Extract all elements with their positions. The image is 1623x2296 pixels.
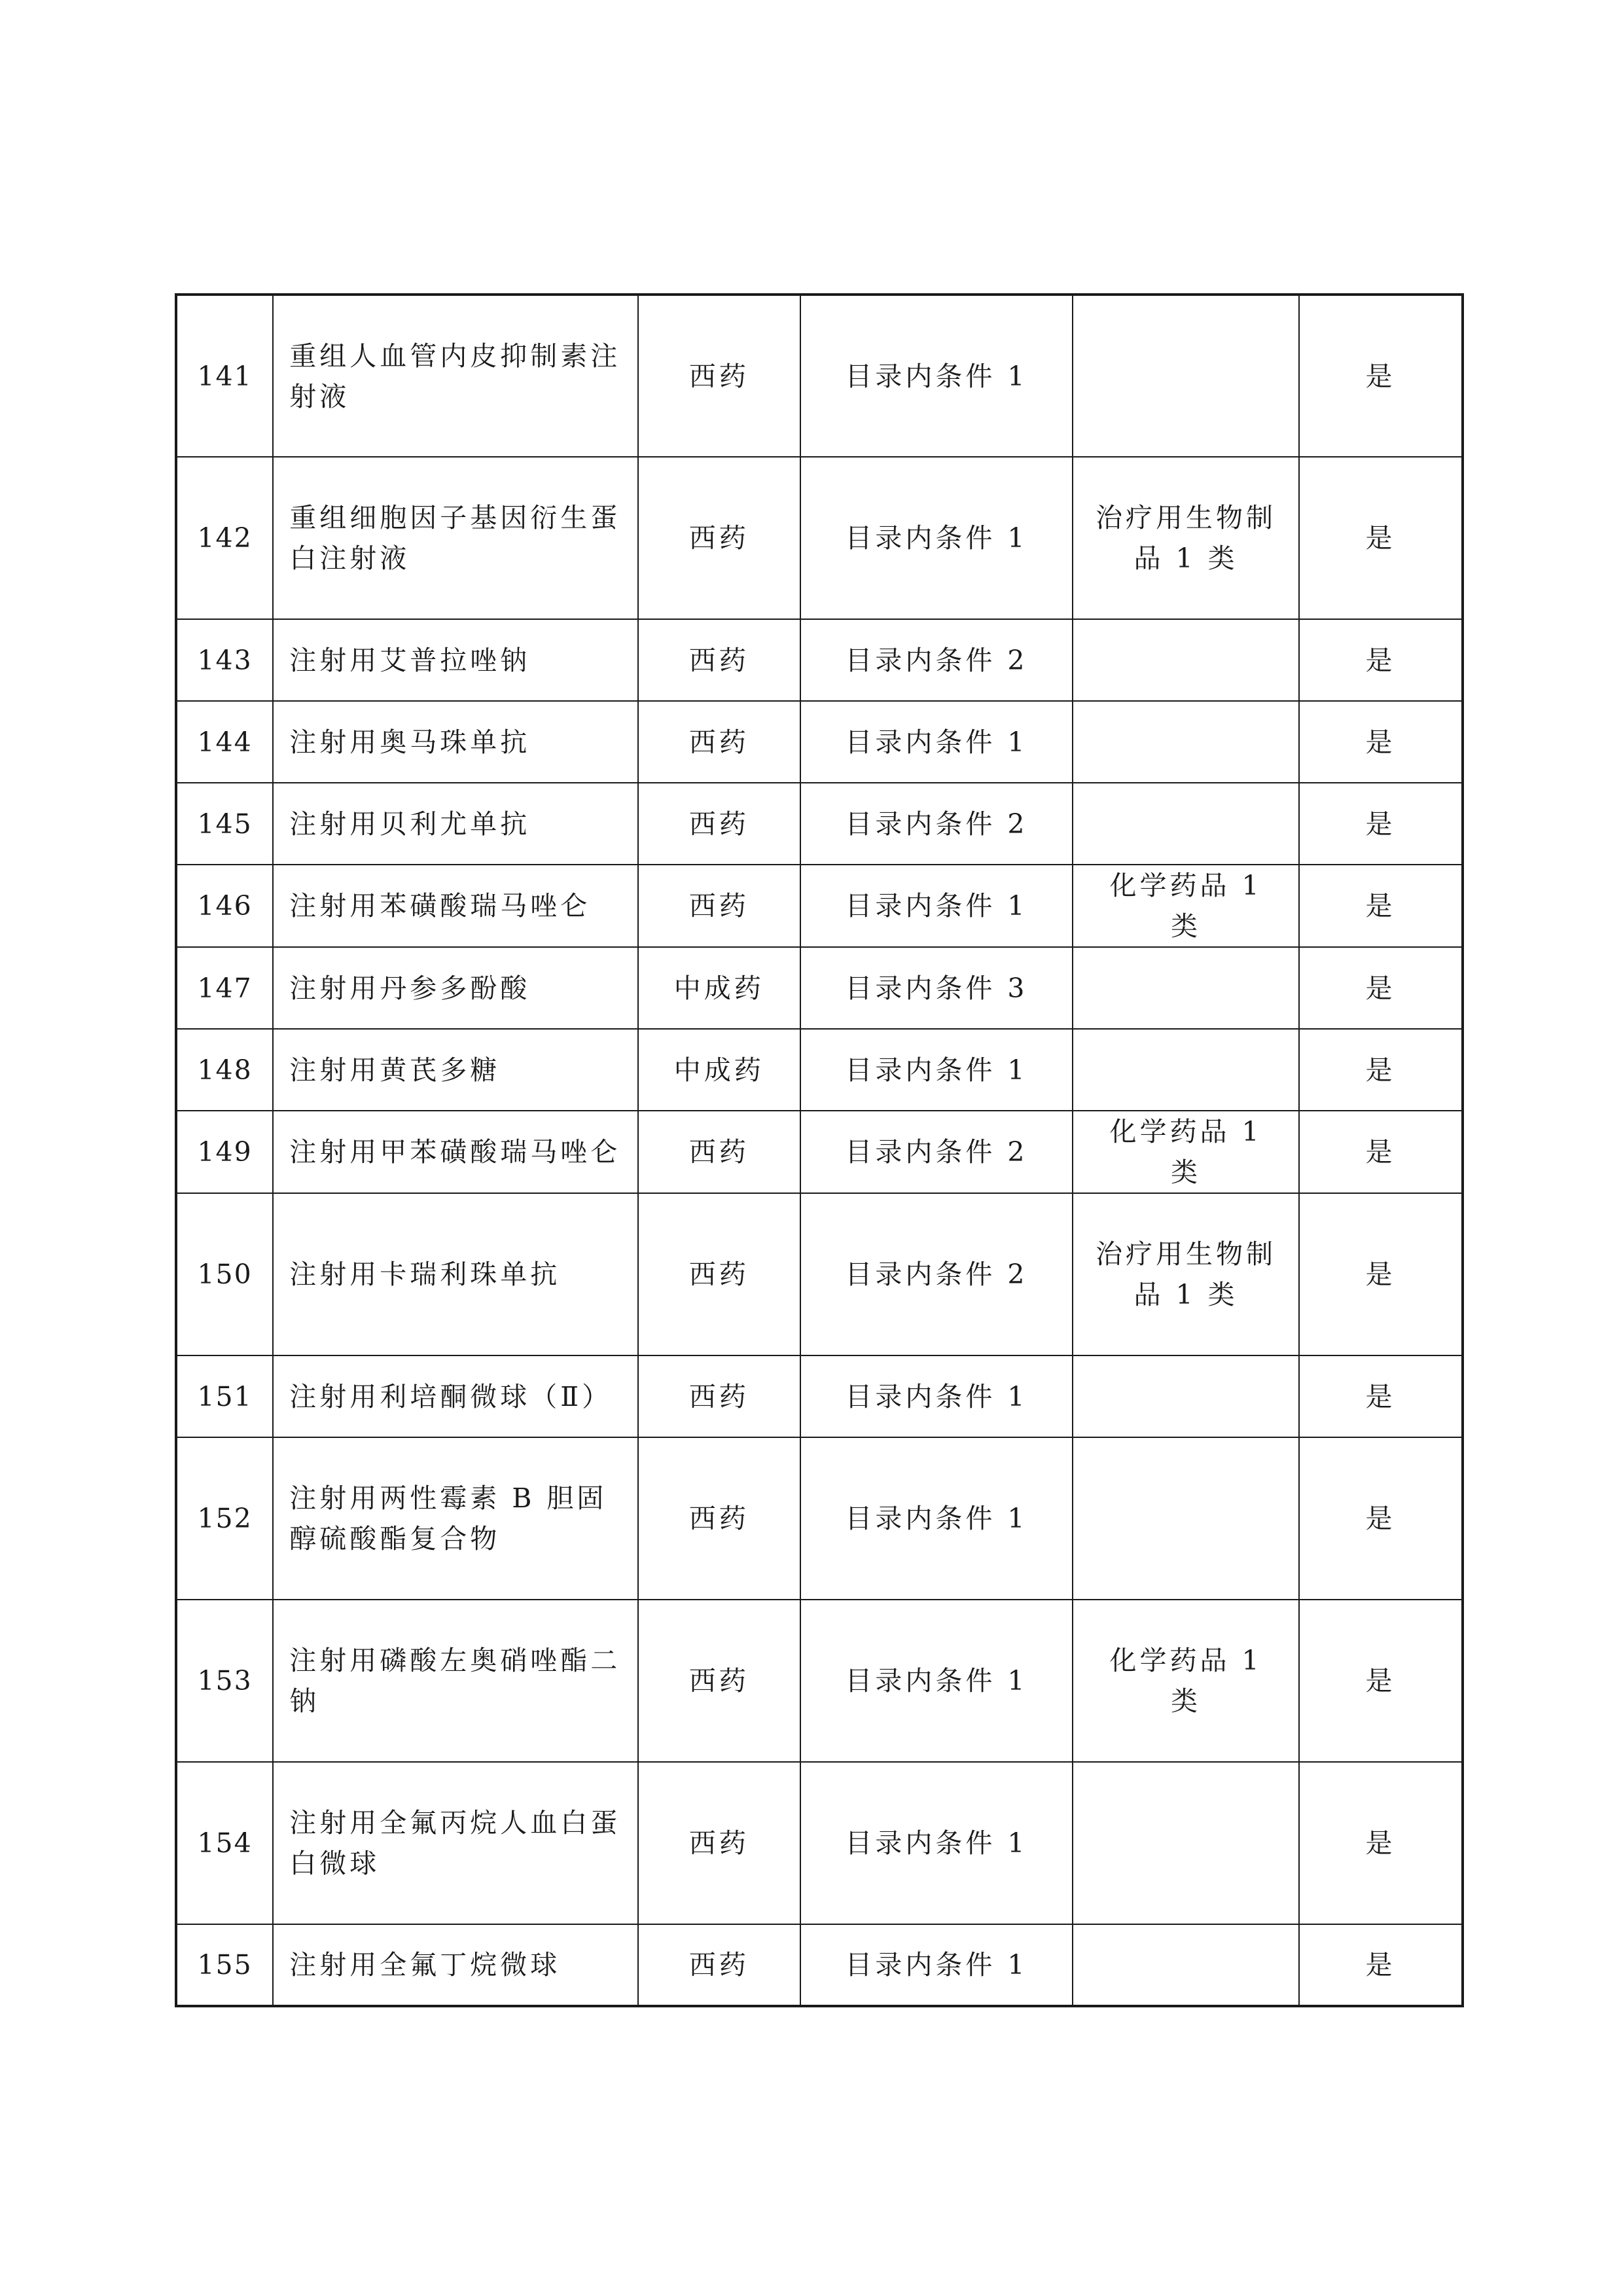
table-row	[176, 865, 1463, 947]
drug-name-cell: 重组细胞因子基因衍生蛋白注射液	[273, 457, 638, 619]
registration-class-cell: 化学药品 1 类	[1073, 1600, 1299, 1762]
row-number-cell: 146	[176, 865, 273, 947]
drug-type-cell: 西药	[638, 1111, 800, 1193]
registration-class-cell	[1073, 947, 1299, 1029]
table-row	[176, 1924, 1463, 2006]
row-number-cell: 141	[176, 295, 273, 457]
catalog-condition-cell: 目录内条件 2	[800, 1193, 1073, 1355]
row-number-cell: 145	[176, 783, 273, 865]
table-row	[176, 457, 1463, 619]
catalog-condition-cell: 目录内条件 1	[800, 701, 1073, 783]
registration-class-cell	[1073, 783, 1299, 865]
registration-class-cell	[1073, 619, 1299, 701]
registration-class-cell	[1073, 1762, 1299, 1924]
drug-type-cell: 西药	[638, 1437, 800, 1600]
catalog-condition-cell: 目录内条件 1	[800, 865, 1073, 947]
catalog-condition-cell: 目录内条件 3	[800, 947, 1073, 1029]
drug-name-cell: 注射用丹参多酚酸	[273, 947, 638, 1029]
drug-type-cell: 西药	[638, 457, 800, 619]
table-body	[176, 295, 1463, 2006]
catalog-condition-cell: 目录内条件 1	[800, 1029, 1073, 1111]
drug-type-cell: 中成药	[638, 1029, 800, 1111]
drug-type-cell: 西药	[638, 1924, 800, 2006]
catalog-condition-cell: 目录内条件 2	[800, 1111, 1073, 1193]
drug-type-cell: 西药	[638, 701, 800, 783]
drug-type-cell: 西药	[638, 1355, 800, 1437]
drug-name-cell: 注射用苯磺酸瑞马唑仑	[273, 865, 638, 947]
table-row	[176, 295, 1463, 457]
row-number-cell: 143	[176, 619, 273, 701]
flag-yes-cell: 是	[1299, 1029, 1463, 1111]
flag-yes-cell: 是	[1299, 457, 1463, 619]
catalog-condition-cell: 目录内条件 1	[800, 457, 1073, 619]
drug-name-cell: 重组人血管内皮抑制素注射液	[273, 295, 638, 457]
registration-class-cell: 治疗用生物制品 1 类	[1073, 1193, 1299, 1355]
row-number-cell: 144	[176, 701, 273, 783]
row-number-cell: 155	[176, 1924, 273, 2006]
table-row	[176, 1437, 1463, 1600]
drug-type-cell: 西药	[638, 619, 800, 701]
table-row	[176, 947, 1463, 1029]
flag-yes-cell: 是	[1299, 295, 1463, 457]
drug-name-cell: 注射用卡瑞利珠单抗	[273, 1193, 638, 1355]
row-number-cell: 149	[176, 1111, 273, 1193]
registration-class-cell	[1073, 1924, 1299, 2006]
registration-class-cell: 治疗用生物制品 1 类	[1073, 457, 1299, 619]
drug-type-cell: 西药	[638, 295, 800, 457]
row-number-cell: 150	[176, 1193, 273, 1355]
drug-type-cell: 西药	[638, 1600, 800, 1762]
flag-yes-cell: 是	[1299, 1437, 1463, 1600]
flag-yes-cell: 是	[1299, 701, 1463, 783]
drug-name-cell: 注射用磷酸左奥硝唑酯二钠	[273, 1600, 638, 1762]
flag-yes-cell: 是	[1299, 619, 1463, 701]
catalog-condition-cell: 目录内条件 1	[800, 1600, 1073, 1762]
drug-list-table	[175, 293, 1464, 2007]
table-row	[176, 1355, 1463, 1437]
flag-yes-cell: 是	[1299, 1111, 1463, 1193]
registration-class-cell	[1073, 1437, 1299, 1600]
row-number-cell: 151	[176, 1355, 273, 1437]
table-row	[176, 619, 1463, 701]
catalog-condition-cell: 目录内条件 1	[800, 295, 1073, 457]
catalog-condition-cell: 目录内条件 2	[800, 619, 1073, 701]
row-number-cell: 152	[176, 1437, 273, 1600]
flag-yes-cell: 是	[1299, 865, 1463, 947]
row-number-cell: 153	[176, 1600, 273, 1762]
drug-name-cell: 注射用甲苯磺酸瑞马唑仑	[273, 1111, 638, 1193]
catalog-condition-cell: 目录内条件 2	[800, 783, 1073, 865]
catalog-condition-cell: 目录内条件 1	[800, 1762, 1073, 1924]
flag-yes-cell: 是	[1299, 783, 1463, 865]
drug-type-cell: 西药	[638, 865, 800, 947]
flag-yes-cell: 是	[1299, 1193, 1463, 1355]
drug-type-cell: 中成药	[638, 947, 800, 1029]
drug-name-cell: 注射用艾普拉唑钠	[273, 619, 638, 701]
row-number-cell: 154	[176, 1762, 273, 1924]
catalog-condition-cell: 目录内条件 1	[800, 1437, 1073, 1600]
drug-type-cell: 西药	[638, 783, 800, 865]
flag-yes-cell: 是	[1299, 947, 1463, 1029]
row-number-cell: 142	[176, 457, 273, 619]
row-number-cell: 147	[176, 947, 273, 1029]
drug-name-cell: 注射用全氟丙烷人血白蛋白微球	[273, 1762, 638, 1924]
drug-name-cell: 注射用奥马珠单抗	[273, 701, 638, 783]
table-row	[176, 701, 1463, 783]
row-number-cell: 148	[176, 1029, 273, 1111]
table-row	[176, 783, 1463, 865]
drug-type-cell: 西药	[638, 1193, 800, 1355]
flag-yes-cell: 是	[1299, 1600, 1463, 1762]
drug-name-cell: 注射用两性霉素 B 胆固醇硫酸酯复合物	[273, 1437, 638, 1600]
registration-class-cell	[1073, 1029, 1299, 1111]
drug-name-cell: 注射用贝利尤单抗	[273, 783, 638, 865]
catalog-condition-cell: 目录内条件 1	[800, 1924, 1073, 2006]
table-row	[176, 1029, 1463, 1111]
flag-yes-cell: 是	[1299, 1924, 1463, 2006]
registration-class-cell	[1073, 295, 1299, 457]
flag-yes-cell: 是	[1299, 1355, 1463, 1437]
registration-class-cell: 化学药品 1 类	[1073, 1111, 1299, 1193]
drug-type-cell: 西药	[638, 1762, 800, 1924]
registration-class-cell	[1073, 1355, 1299, 1437]
table-row	[176, 1762, 1463, 1924]
drug-name-cell: 注射用利培酮微球（Ⅱ）	[273, 1355, 638, 1437]
catalog-condition-cell: 目录内条件 1	[800, 1355, 1073, 1437]
drug-name-cell: 注射用黄芪多糖	[273, 1029, 638, 1111]
registration-class-cell: 化学药品 1 类	[1073, 865, 1299, 947]
flag-yes-cell: 是	[1299, 1762, 1463, 1924]
table-row	[176, 1111, 1463, 1193]
table-row	[176, 1193, 1463, 1355]
registration-class-cell	[1073, 701, 1299, 783]
drug-name-cell: 注射用全氟丁烷微球	[273, 1924, 638, 2006]
table-row	[176, 1600, 1463, 1762]
